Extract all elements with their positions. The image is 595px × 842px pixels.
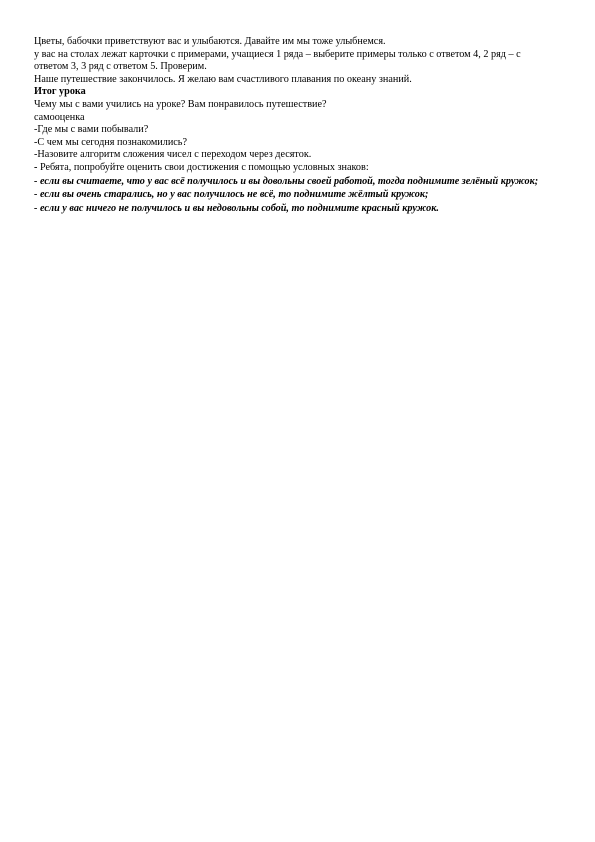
question-where-been: -Где мы с вами побывали?: [34, 124, 149, 136]
paragraph-journey-ended: Наше путешествие закончилось. Я желаю вам счастливого плавания по океану знаний.: [34, 73, 412, 85]
red-circle-option: - если у вас ничего не получилось и вы недовольны собой, то поднимите красный кружок.: [34, 202, 439, 214]
instruction-line: [34, 162, 554, 175]
instruction-text: Ребята, попробуйте оценить свои достижения с помощью условных знаков:: [37, 161, 369, 173]
self-assessment-label: самооценка: [34, 111, 85, 123]
lesson-summary-heading: Итог урока: [34, 86, 86, 98]
question-what-met: -С чем мы сегодня познакомились?: [34, 136, 187, 148]
instruction-dash: -: [34, 161, 38, 173]
document-page: [34, 36, 554, 215]
green-circle-option: - если вы считаете, что у вас всё получилось и вы довольны своей работой, тогда поднимите зелёный кружок;: [34, 175, 539, 187]
paragraph-cards-task: у вас на столах лежат карточки с примерами, учащиеся 1 ряда – выберите примеры только с ответом 4, 2 ряд – с ответом 3, 3 ряд с ответом 5. Проверим.: [34, 48, 521, 73]
yellow-circle-option: - если вы очень старались, но у вас получилось не всё, то поднимите жёлтый кружок;: [34, 189, 429, 201]
question-what-learned: Чему мы с вами учились на уроке? Вам понравилось путешествие?: [34, 98, 327, 110]
question-algorithm: -Назовите алгоритм сложения чисел с переходом через десяток.: [34, 149, 312, 161]
paragraph-flowers-greeting: Цветы, бабочки приветствуют вас и улыбаются. Давайте им мы тоже улыбнемся.: [34, 36, 386, 47]
